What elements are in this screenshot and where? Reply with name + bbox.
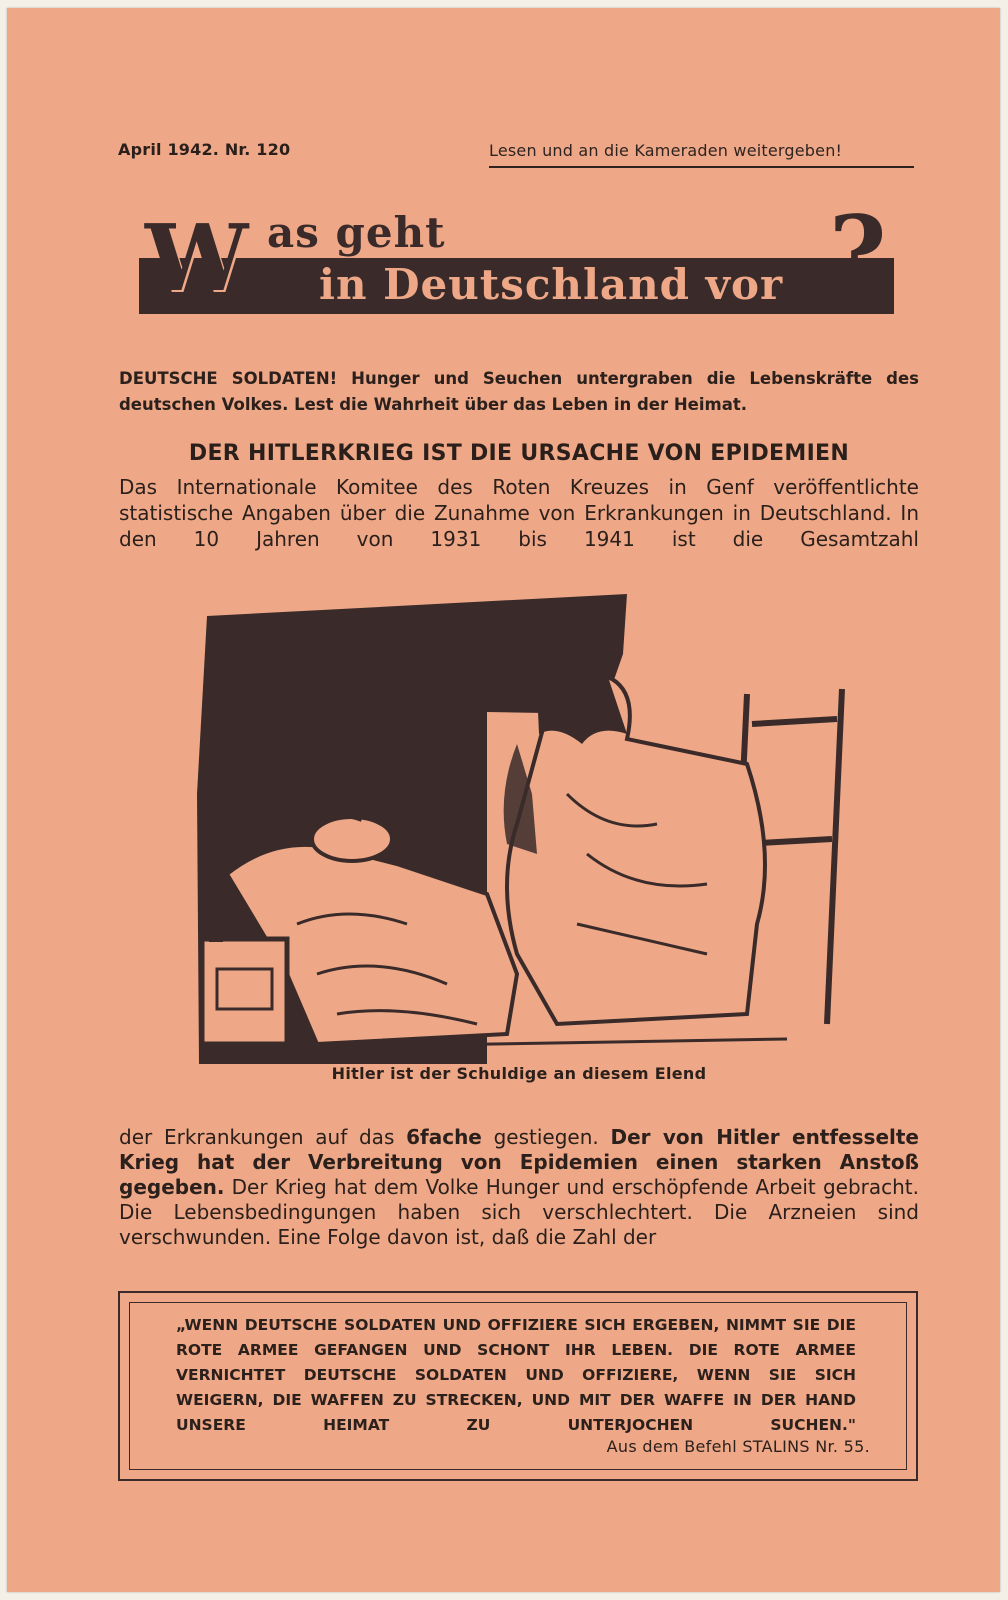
grieving-woman-figure [504, 667, 765, 1024]
para2-text-a: der Erkrankungen auf das [119, 1125, 407, 1149]
intro-appeal: DEUTSCHE SOLDATEN! Hunger und Seuchen untergraben die Lebenskräfte des deutschen Volkes. Lest die Wahrheit über das Leben in der Heimat. [119, 369, 919, 414]
header-rule [489, 166, 914, 168]
article-paragraph-1: Das Internationale Komitee des Roten Kreuzes in Genf veröffentlichte statistische Angaben über die Zunahme von Erkrankungen in Deutschland. In den 10 Jahren von 1931 bis 1941 ist die Gesamtzahl [119, 475, 919, 551]
masthead-line2: in Deutschland vor [319, 260, 784, 309]
leaflet-sheet [7, 8, 1000, 1592]
para2-bold-factor: 6fache [406, 1125, 482, 1149]
illustration-caption: Hitler ist der Schuldige an diesem Elend [331, 1064, 707, 1083]
sickbed-illustration [187, 594, 857, 1064]
masthead-title [139, 195, 899, 326]
stalin-quote-box [118, 1291, 918, 1481]
masthead-question-mark: ? [829, 195, 887, 310]
para2-text-c: Der Krieg hat dem Volke Hunger und erschöpfende Arbeit gebracht. Die Lebensbedingungen haben sich verschlechtert. Die Arzneien sind verschwunden. Eine Folge davon ist, daß die Zahl der [119, 1175, 919, 1249]
article-paragraph-2 [119, 1125, 919, 1250]
issue-date: April 1942. Nr. 120 [118, 140, 291, 159]
quote-text: „WENN DEUTSCHE SOLDATEN UND OFFIZIERE SICH ERGEBEN, NIMMT SIE DIE ROTE ARMEE GEFANGEN UND SCHONT IHR LEBEN. DIE ROTE ARMEE VERNICHTET DEUTSCHE SOLDATEN UND OFFIZIERE, WENN SIE SICH WEIGERN, DIE WAFFEN ZU STRECKEN, UND MIT DER WAFFE IN DER HAND UNSERE HEIMAT ZU UNTERJOCHEN SUCHEN." [176, 1316, 856, 1434]
pass-on-instruction: Lesen und an die Kameraden weitergeben! [489, 141, 843, 160]
masthead-line1: as geht [267, 208, 446, 257]
masthead-initial: W [145, 204, 249, 312]
article-headline: DER HITLERKRIEG IST DIE URSACHE VON EPIDEMIEN [188, 441, 850, 466]
quote-source: Aus dem Befehl STALINS Nr. 55. [606, 1437, 870, 1456]
para2-text-b: gestiegen. [481, 1125, 611, 1149]
para2-bold-claim: Der von Hitler entfesselte Krieg hat der Verbreitung von Epidemien einen starken Anstoß gegeben. [119, 1125, 919, 1199]
